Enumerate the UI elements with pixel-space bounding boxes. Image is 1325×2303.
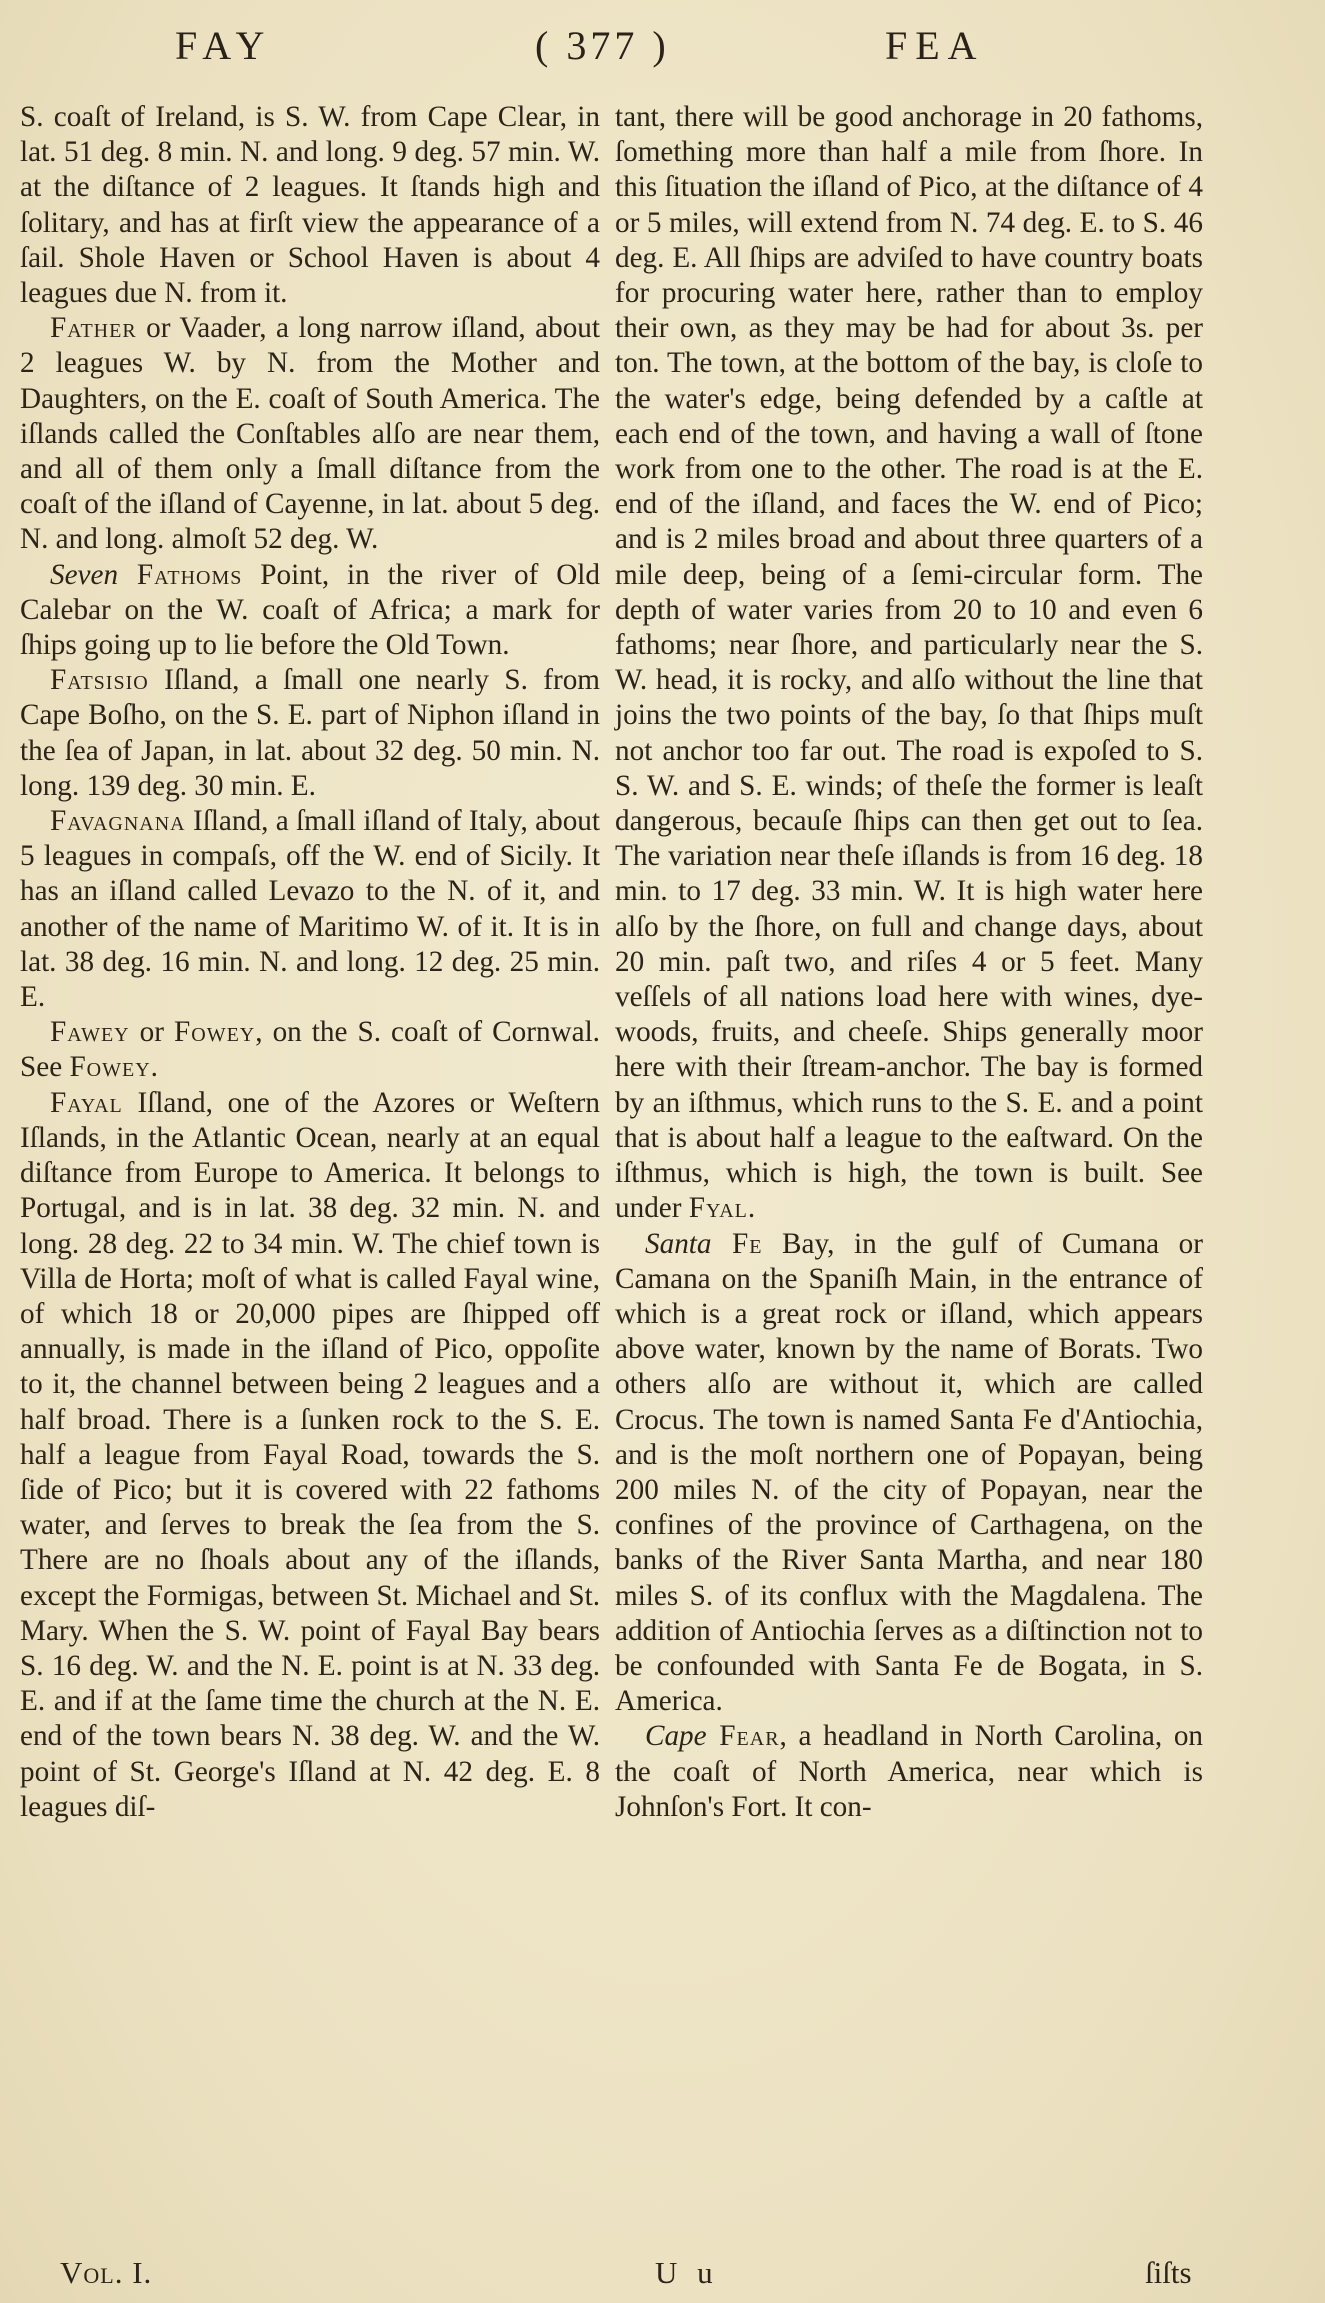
volume-mark: Vol. I. — [60, 2255, 153, 2290]
entry-headword: Favagnana — [50, 805, 186, 838]
signature-mark: U u — [655, 2255, 719, 2290]
entry-fayal: Fayal Iſland, one of the Azores or Weſtern Iſlands, in the Atlantic Ocean, nearly at an equal diſtance from Europe to America. It belongs to Portugal, and is in lat. 38 deg. 32 min. N. and long. 28 deg. 22 to 34 min. W. The chief town is Villa de Horta; moſt of what is called Fayal wine, of which 18 or 20,000 pipes are ſhipped off annually, is made in the iſland of Pico, oppoſite to it, the channel between being 2 leagues and a half broad. There is a ſunken rock to the S. E. half a league from Fayal Road, towards the S. ſide of Pico; but it is covered with 22 fathoms water, and ſerves to break the ſea from the S. There are no ſhoals about any of the iſlands, except the Formigas, between St. Michael and St. Mary. When the S. W. point of Fayal Bay bears S. 16 deg. W. and the N. E. point is at N. 33 deg. E. and if at the ſame time the church at the N. E. end of the town bears N. 38 deg. W. and the W. point of St. George's Iſland at N. 42 deg. E. 8 leagues diſ- — [20, 1086, 600, 1823]
entry-favagnana: Favagnana Iſland, a ſmall iſland of Italy, about 5 leagues in compaſs, off the W. end of Sicily. It has an iſland called Levazo to the N. of it, and another of the name of Maritimo W. of it. It is in lat. 38 deg. 16 min. N. and long. 12 deg. 25 min. E. — [20, 805, 600, 1014]
page-number: ( 377 ) — [535, 23, 670, 68]
entry-headword: Fear — [706, 1720, 780, 1753]
entry-fawey: Fawey or Fowey, on the S. coaſt of Cornwal. See Fowey. — [20, 1016, 600, 1084]
header-left-word: FAY — [175, 23, 273, 68]
header-right-word: FEA — [885, 23, 985, 68]
left-column — [20, 100, 600, 1825]
catchword: ſiſts — [1145, 2255, 1192, 2290]
entry-headword: Fawey — [50, 1016, 130, 1049]
entry-santa-fe: Santa Fe Bay, in the gulf of Cumana or Camana on the Spaniſh Main, in the entrance of which is a great rock or iſland, which appears above water, known by the name of Borats. Two others alſo are without it, which are called Crocus. The town is named Santa Fe d'Antiochia, and is the moſt northern one of Popayan, being 200 miles N. of the city of Popayan, near the confines of the province of Carthagena, on the banks of the River Santa Martha, and near 180 miles S. of its conflux with the Magdalena. The addition of Antiochia ſerves as a diſtinction not to be confounded with Santa Fe de Bogata, in S. America. — [615, 1227, 1203, 1718]
entry-headword: Fatsisio — [50, 664, 149, 697]
entry-headword: Fayal — [50, 1086, 123, 1119]
entry-father: Father or Vaader, a long narrow iſland, about 2 leagues W. by N. from the Mother and Daughters, on the E. coaſt of South America. The iſlands called the Conſtables alſo are near them, and all of them only a ſmall diſtance from the coaſt of the iſland of Cayenne, in lat. about 5 deg. N. and long. almoſt 52 deg. W. — [20, 312, 600, 556]
entry-headword: Father — [50, 312, 137, 345]
cross-reference: Fowey — [69, 1051, 151, 1084]
running-header — [0, 22, 1325, 82]
entry-fatsisio: Fatsisio Iſland, a ſmall one nearly S. from Cape Boſho, on the S. E. part of Niphon iſland in the ſea of Japan, in lat. about 32 deg. 50 min. N. long. 139 deg. 30 min. E. — [20, 664, 600, 802]
entry-cape-fear: Cape Fear, a headland in North Carolina, on the coaſt of North America, near which is Johnſon's Fort. It con- — [615, 1720, 1204, 1823]
entry-seven-fathoms: Seven Fathoms Point, in the river of Old Calebar on the W. coaſt of Africa; a mark for ſhips going up to lie before the Old Town. — [20, 558, 600, 662]
cross-reference: Fyal — [688, 1192, 748, 1225]
entry-headword: Fe — [711, 1227, 763, 1260]
entry-continuation: tant, there will be good anchorage in 20 fathoms, ſomething more than half a mile from ſhore. In this ſituation the iſland of Pico, at the diſtance of 4 or 5 miles, will extend from N. 74 deg. E. to S. 46 deg. E. All ſhips are adviſed to have country boats for procuring water here, rather than to employ their own, as they may be had for about 3s. per ton. The town, at the bottom of the bay, is cloſe to the water's edge, being defended by a caſtle at each end of the town, and having a wall of ſtone work from one to the other. The road is at the E. end of the iſland, and faces the W. end of Pico; and is 2 miles broad and about three quarters of a mile deep, being of a ſemi-circular form. The depth of water varies from 20 to 10 and even 6 fathoms; near ſhore, and particularly near the S. W. head, it is rocky, and alſo without the line that joins the two points of the bay, ſo that ſhips muſt not anchor too far out. The road is expoſed to S. S. W. and S. E. winds; of theſe the former is leaſt dangerous, becauſe ſhips can then get out to ſea. The variation near theſe iſlands is from 16 deg. 18 min. to 17 deg. 33 min. W. It is high water here alſo by the ſhore, on full and change days, about 20 min. paſt two, and riſes 4 or 5 feet. Many veſſels of all nations load here with wines, dye-woods, fruits, and cheeſe. Ships generally moor here with their ſtream-anchor. The bay is formed by an iſthmus, which runs to the S. E. and a point that is about half a league to the eaſtward. On the iſthmus, which is high, the town is built. See under Fyal. — [615, 101, 1203, 1225]
entry-continuation: S. coaſt of Ireland, is S. W. from Cape Clear, in lat. 51 deg. 8 min. N. and long. 9 deg. 57 min. W. at the diſtance of 2 leagues. It ſtands high and ſolitary, and has at firſt view the appearance of a ſail. Shole Haven or School Haven is about 4 leagues due N. from it. — [20, 101, 600, 310]
right-column — [615, 100, 1203, 1825]
entry-headword: Fathoms — [118, 558, 243, 591]
